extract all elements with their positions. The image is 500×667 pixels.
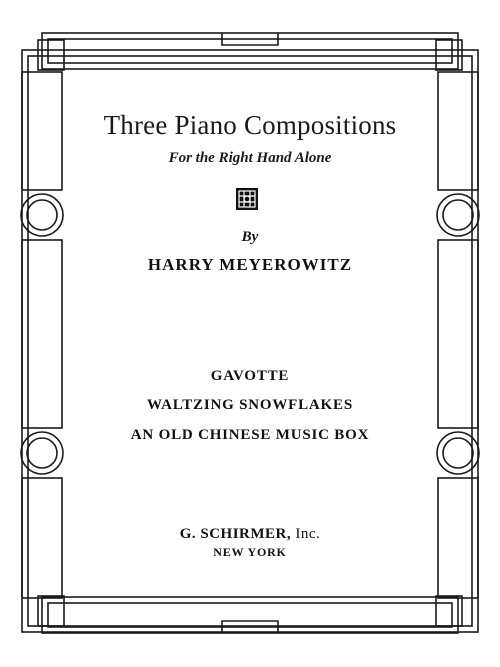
bottom-band-inner	[48, 603, 452, 627]
piece-title: AN OLD CHINESE MUSIC BOX	[130, 427, 370, 443]
piece-title: GAVOTTE	[210, 368, 290, 384]
piece-title: WALTZING SNOWFLAKES	[147, 397, 353, 413]
square-knot-ornament-icon	[236, 188, 258, 210]
publisher-firm: G. SCHIRMER,	[179, 526, 292, 542]
right-loop-upper-inner	[443, 200, 473, 230]
byline-label: By	[241, 229, 259, 245]
publisher-location: NEW YORK	[213, 545, 287, 559]
top-band-inner	[48, 39, 452, 63]
page-subtitle: For the Right Hand Alone	[168, 150, 332, 166]
page-title: Three Piano Compositions	[103, 110, 397, 140]
publisher-suffix: Inc.	[295, 526, 321, 542]
left-loop-upper-inner	[27, 200, 57, 230]
composer-name: HARRY MEYEROWITZ	[147, 255, 353, 274]
publisher-name	[0, 526, 500, 543]
